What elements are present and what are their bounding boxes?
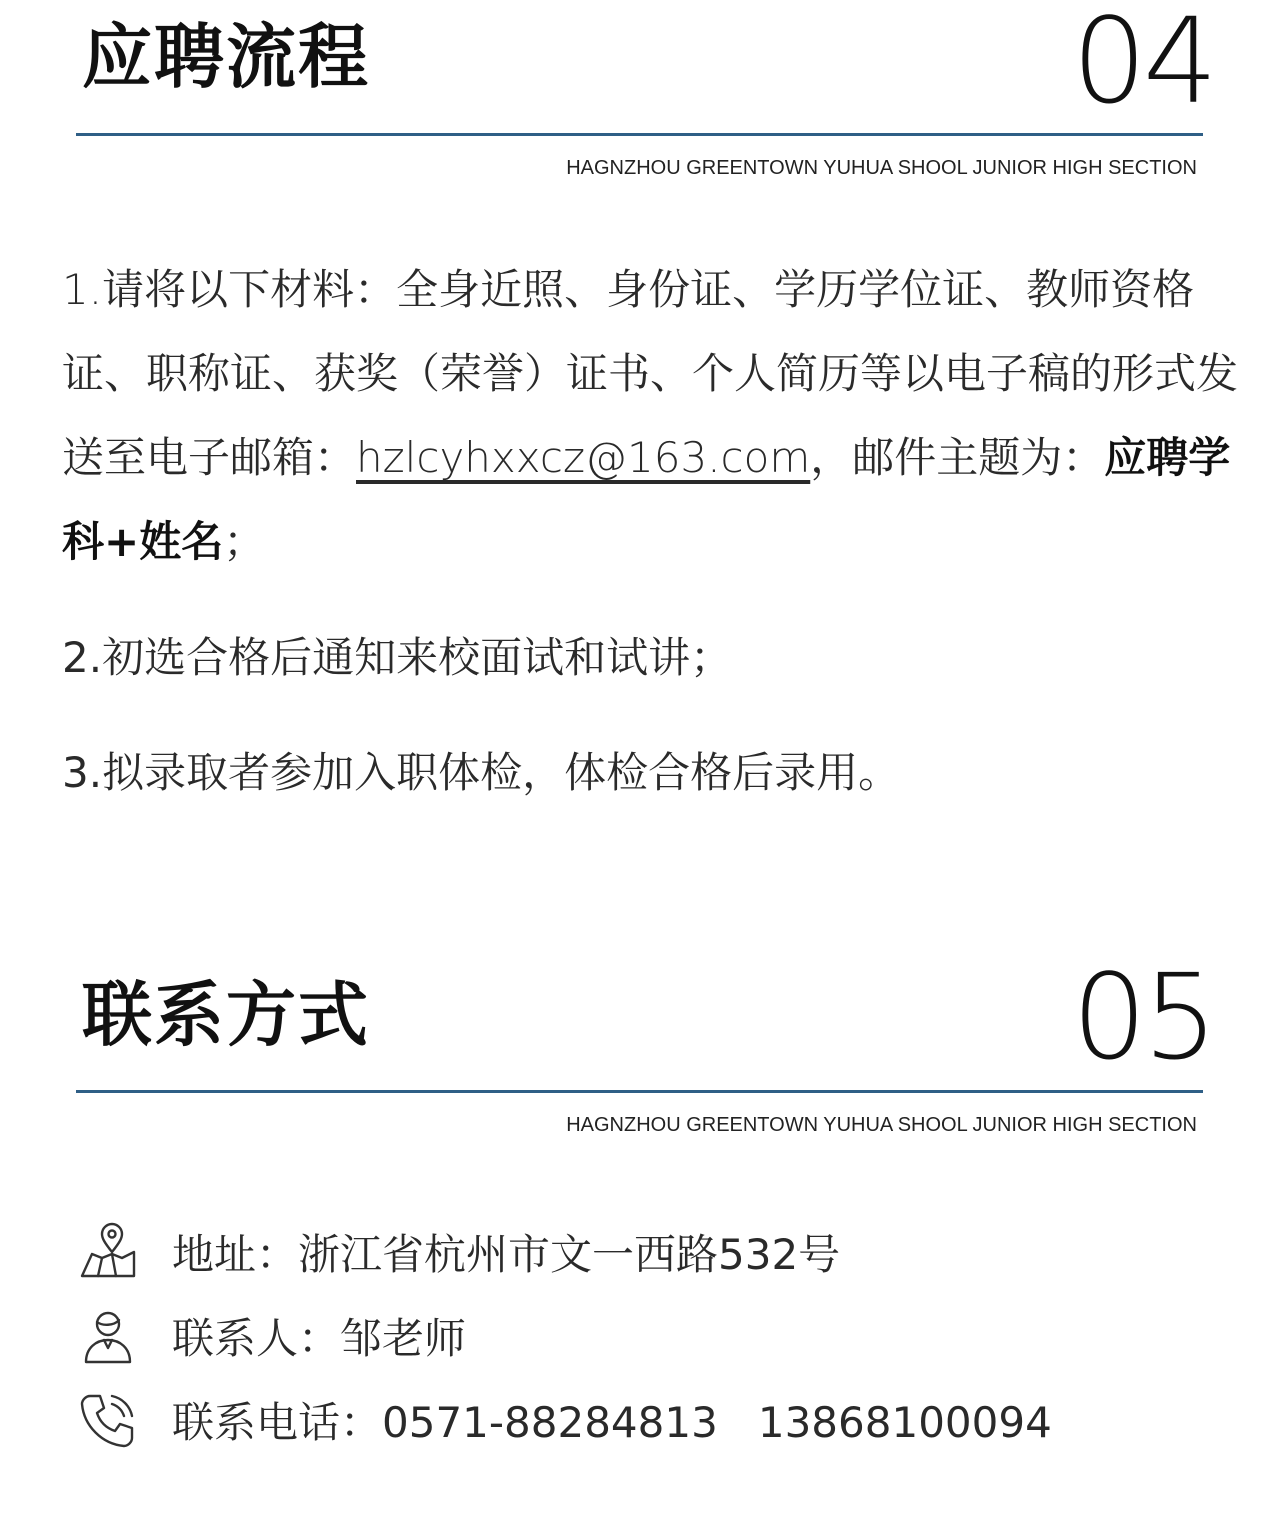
section-number-05: 05 [1071, 948, 1214, 1086]
step-1-subject-label: ，邮件主题为： [810, 433, 1105, 482]
step-1-text [62, 248, 1242, 584]
section-title-process: 应聘流程 [82, 15, 370, 98]
contact-person-row [78, 1306, 466, 1366]
address-text: 地址：浙江省杭州市文一西路532号 [172, 1230, 841, 1279]
phone-icon [78, 1390, 138, 1450]
section-title-contact: 联系方式 [82, 973, 370, 1056]
step-1-intro: 1.请将以下材料：全身近照、身份证、学历学位证、教师资格证、职称证、获奖（荣誉）证书、个人简历等以电子稿的形式发送至电子邮箱： [62, 265, 1239, 482]
school-english-name: HAGNZHOU GREENTOWN YUHUA SHOOL JUNIOR HIGH SECTION [566, 157, 1197, 179]
map-pin-icon [78, 1222, 138, 1282]
phone-text: 联系电话：0571-88284813 13868100094 [172, 1398, 1052, 1447]
section-number-04: 04 [1071, 0, 1214, 130]
address-row [78, 1222, 840, 1282]
section-divider [76, 1090, 1203, 1093]
section-divider [76, 133, 1203, 136]
school-english-name: HAGNZHOU GREENTOWN YUHUA SHOOL JUNIOR HIGH SECTION [566, 1114, 1197, 1136]
step-2-text: 2.初选合格后通知来校面试和试讲； [62, 633, 733, 682]
person-icon [78, 1306, 138, 1366]
email-link[interactable]: hzlcyhxxcz@163.com [356, 433, 811, 482]
phone-row [78, 1390, 1052, 1450]
step-1-subject-value: 应聘学科+姓名 [62, 433, 1231, 566]
contact-person-text: 联系人：邹老师 [172, 1314, 467, 1363]
step-3-text: 3.拟录取者参加入职体检，体检合格后录用。 [62, 748, 901, 797]
step-1-end: ； [223, 517, 266, 566]
